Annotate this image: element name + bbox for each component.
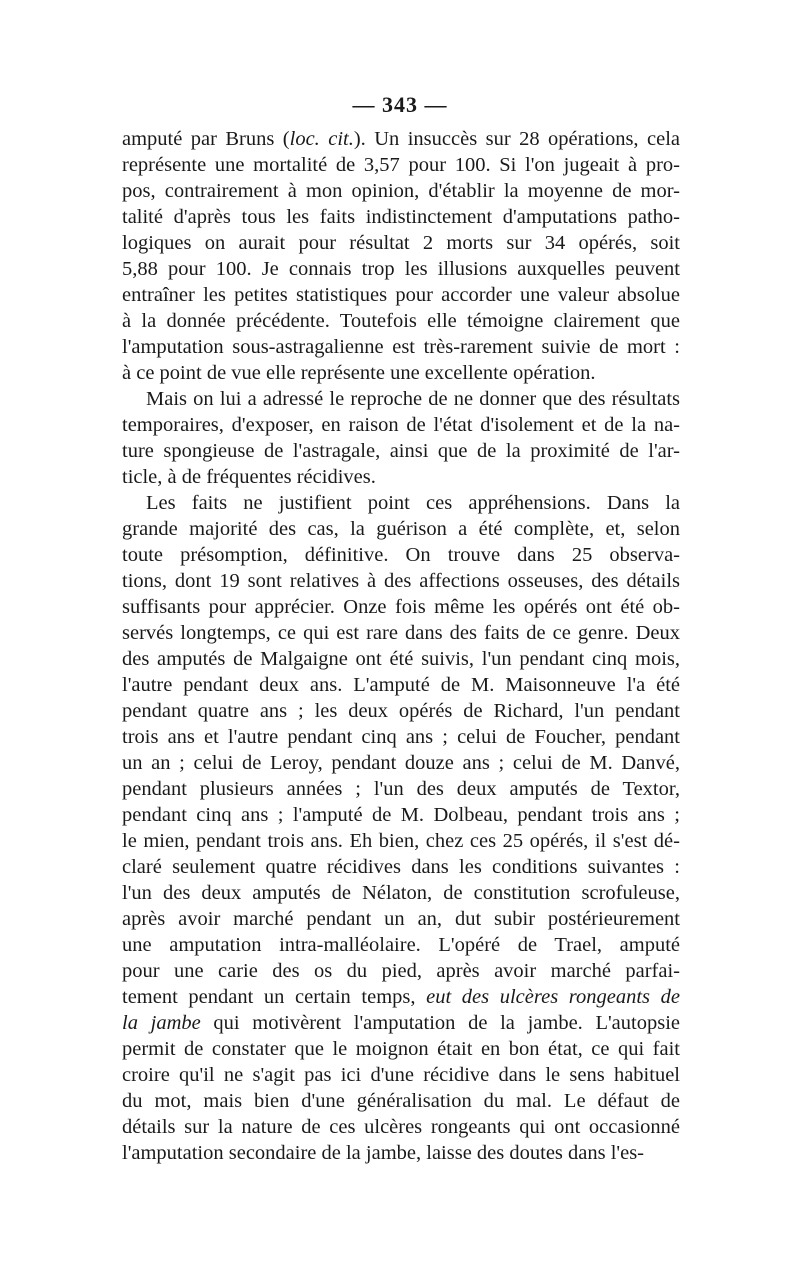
text-line [122, 334, 680, 360]
text-segment: croire qu'il ne s'agit pas ici d'une récidive dans le sens habituel [122, 1064, 680, 1086]
text-line [122, 230, 680, 256]
text-segment: ). Un insuccès sur 28 opérations, cela [353, 128, 680, 150]
text-line [122, 1036, 680, 1062]
text-segment: tement pendant un certain temps, [122, 986, 427, 1008]
text-segment: 5,88 pour 100. Je connais trop les illusions auxquelles peuvent [122, 258, 680, 280]
text-line [122, 672, 680, 698]
text-line [122, 204, 680, 230]
text-segment: temporaires, d'exposer, en raison de l'état d'isolement et de la na- [122, 414, 680, 436]
text-line [122, 906, 680, 932]
text-segment: pour une carie des os du pied, après avoir marché parfai- [122, 960, 680, 982]
text-line [122, 776, 680, 802]
text-segment: qui motivèrent l'amputation de la jambe. L'autopsie [200, 1012, 680, 1034]
text-segment: l'amputation sous-astragalienne est très-rarement suivie de mort : [122, 336, 680, 358]
text-segment: un an ; celui de Leroy, pendant douze ans ; celui de M. Danvé, [122, 752, 680, 774]
text-segment: représente une mortalité de 3,57 pour 100. Si l'on jugeait à pro- [122, 154, 680, 176]
text-segment: entraîner les petites statistiques pour accorder une valeur absolue [122, 284, 680, 306]
text-line [122, 282, 680, 308]
text-line [122, 542, 680, 568]
text-line [122, 360, 680, 386]
text-segment: après avoir marché pendant un an, dut subir postérieurement [122, 908, 680, 930]
text-line [122, 464, 680, 490]
text-segment: l'amputation secondaire de la jambe, laisse des doutes dans l'es- [122, 1142, 645, 1164]
text-segment: l'autre pendant deux ans. L'amputé de M. Maisonneuve l'a été [122, 674, 680, 696]
text-segment: tions, dont 19 sont relatives à des affections osseuses, des détails [122, 570, 680, 592]
text-segment: pos, contrairement à mon opinion, d'établir la moyenne de mor- [122, 180, 680, 202]
text-segment: servés longtemps, ce qui est rare dans des faits de ce genre. Deux [122, 622, 680, 644]
text-line [122, 412, 680, 438]
text-line [122, 490, 680, 516]
text-line [122, 308, 680, 334]
text-segment: l'un des deux amputés de Nélaton, de constitution scrofuleuse, [122, 882, 680, 904]
text-segment: une amputation intra-malléolaire. L'opéré de Trael, amputé [122, 934, 680, 956]
text-line [122, 1140, 680, 1166]
italic-text: loc. cit. [289, 128, 354, 150]
text-line [122, 724, 680, 750]
text-line [122, 620, 680, 646]
text-segment: des amputés de Malgaigne ont été suivis, l'un pendant cinq mois, [122, 648, 680, 670]
text-segment: à la donnée précédente. Toutefois elle témoigne clairement que [122, 310, 680, 332]
text-line [122, 802, 680, 828]
text-segment: du mot, mais bien d'une généralisation du mal. Le défaut de [122, 1090, 680, 1112]
text-line [122, 880, 680, 906]
text-segment: claré seulement quatre récidives dans les conditions suivantes : [122, 856, 680, 878]
text-line [122, 932, 680, 958]
text-segment: détails sur la nature de ces ulcères rongeants qui ont occasionné [122, 1116, 680, 1138]
text-segment: permit de constater que le moignon était en bon état, ce qui fait [122, 1038, 680, 1060]
text-segment: ticle, à de fréquentes récidives. [122, 466, 376, 488]
text-line [122, 568, 680, 594]
text-segment: pendant quatre ans ; les deux opérés de Richard, l'un pendant [122, 700, 680, 722]
text-segment: à ce point de vue elle représente une excellente opération. [122, 362, 596, 384]
text-line [122, 152, 680, 178]
text-line [122, 984, 680, 1010]
text-line [122, 386, 680, 412]
text-line [122, 1114, 680, 1140]
italic-text: la jambe [122, 1012, 201, 1034]
text-line [122, 1088, 680, 1114]
text-segment: talité d'après tous les faits indistinctement d'amputations patho- [122, 206, 680, 228]
italic-text: eut des ulcères rongeants de [426, 986, 680, 1008]
text-line [122, 854, 680, 880]
page-number: — 343 — [352, 92, 448, 117]
text-line [122, 438, 680, 464]
text-line [122, 594, 680, 620]
text-segment: le mien, pendant trois ans. Eh bien, chez ces 25 opérés, il s'est dé- [122, 830, 680, 852]
body-text [122, 126, 680, 1166]
text-line [122, 828, 680, 854]
text-segment: toute présomption, définitive. On trouve dans 25 observa- [122, 544, 680, 566]
text-segment: logiques on aurait pour résultat 2 morts sur 34 opérés, soit [122, 232, 680, 254]
text-line [122, 958, 680, 984]
text-line [122, 126, 680, 152]
paragraph [122, 126, 680, 386]
text-segment: Les faits ne justifient point ces appréhensions. Dans la [146, 492, 680, 514]
text-line [122, 646, 680, 672]
text-segment: ture spongieuse de l'astragale, ainsi que de la proximité de l'ar- [122, 440, 680, 462]
text-segment: suffisants pour apprécier. Onze fois même les opérés ont été ob- [122, 596, 680, 618]
text-segment: trois ans et l'autre pendant cinq ans ; celui de Foucher, pendant [122, 726, 680, 748]
text-line [122, 256, 680, 282]
text-line [122, 750, 680, 776]
paragraph [122, 490, 680, 1166]
paragraph [122, 386, 680, 490]
text-line [122, 178, 680, 204]
text-segment: pendant plusieurs années ; l'un des deux amputés de Textor, [122, 778, 680, 800]
text-line [122, 698, 680, 724]
text-segment: Mais on lui a adressé le reproche de ne donner que des résultats [146, 388, 680, 410]
text-segment: grande majorité des cas, la guérison a été complète, et, selon [122, 518, 680, 540]
text-line [122, 1010, 680, 1036]
text-segment: pendant cinq ans ; l'amputé de M. Dolbeau, pendant trois ans ; [122, 804, 680, 826]
text-line [122, 1062, 680, 1088]
text-segment: amputé par Bruns ( [122, 128, 290, 150]
text-line [122, 516, 680, 542]
